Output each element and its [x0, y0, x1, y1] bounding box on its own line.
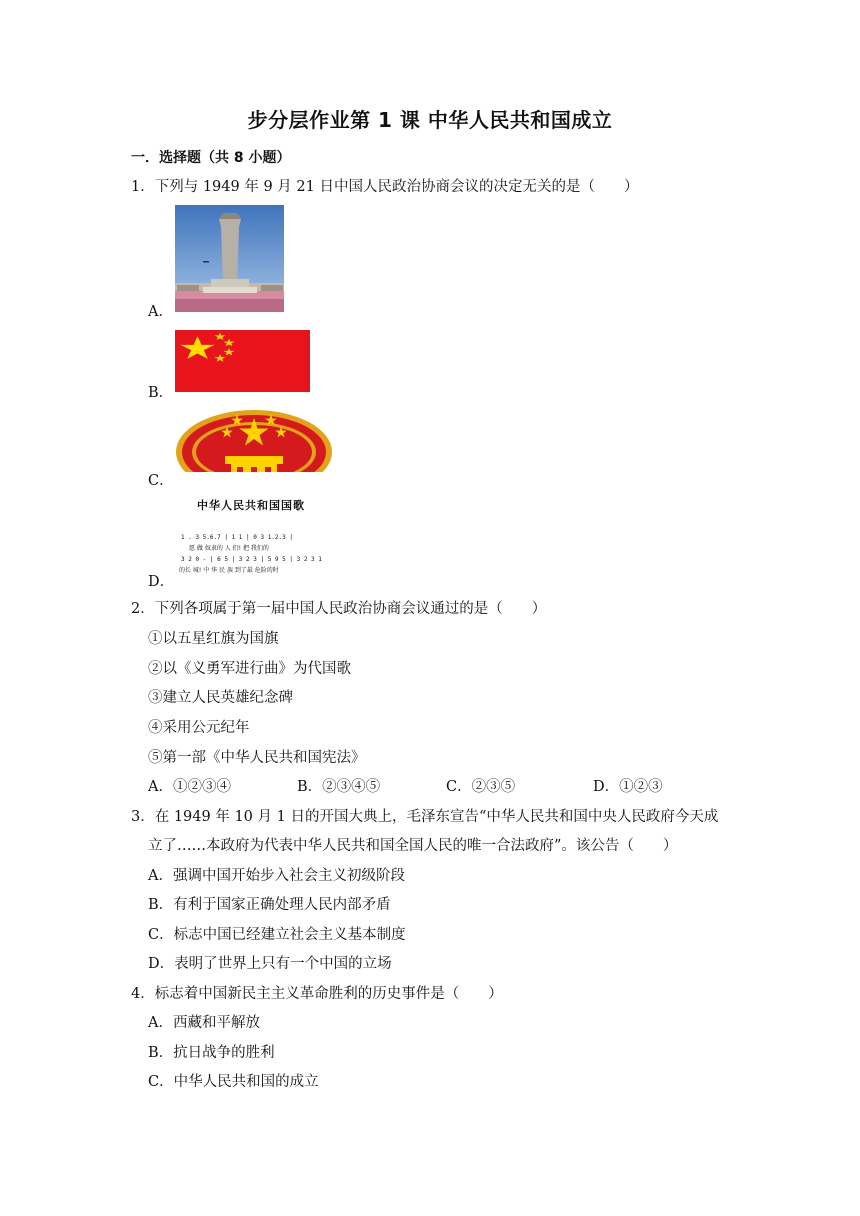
q4-option-a: A．西藏和平解放 — [148, 1015, 260, 1031]
q2-item-5: ⑤第一部《中华人民共和国宪法》 — [148, 750, 366, 766]
q2-option-b: B．②③④⑤ — [297, 779, 381, 795]
section-heading: 一．选择题（共 8 小题） — [131, 150, 291, 166]
anthem-lyrics-line-2: 的长 城! 中 华 民 族 到了最 危险的时 — [179, 567, 279, 574]
q2-item-3: ③建立人民英雄纪念碑 — [148, 690, 293, 706]
q1-option-d: D． — [148, 574, 175, 590]
q1-option-a: A． — [148, 304, 173, 320]
question-2-stem: 2．下列各项属于第一届中国人民政治协商会议通过的是（ ） — [131, 601, 547, 617]
q2-item-2: ②以《义勇军进行曲》为代国歌 — [148, 661, 351, 677]
anthem-score-image — [175, 492, 360, 578]
q3-option-a: A．强调中国开始步入社会主义初级阶段 — [148, 868, 405, 884]
q2-option-c: C．②③⑤ — [446, 779, 516, 795]
q1-option-b: B． — [148, 385, 174, 401]
national-flag-image — [175, 330, 310, 392]
q2-option-a: A．①②③④ — [148, 779, 231, 795]
question-3-stem-line-2: 立了……本政府为代表中华人民共和国全国人民的唯一合法政府”。该公告（ ） — [148, 838, 678, 854]
national-emblem-image — [175, 410, 333, 482]
anthem-notes-line-1: 1 . 3 5.6.7 | 1 1 | 0 3 1.2.3 | — [181, 534, 293, 541]
page-title: 步分层作业第 1 课 中华人民共和国成立 — [247, 108, 613, 132]
q2-item-1: ①以五星红旗为国旗 — [148, 631, 279, 647]
question-3-stem-line-1: 3．在 1949 年 10 月 1 日的开国大典上，毛泽东宣告“中华人民共和国中央人民政府今天成 — [131, 809, 719, 825]
q2-option-d: D．①②③ — [593, 779, 663, 795]
q3-option-b: B．有利于国家正确处理人民内部矛盾 — [148, 897, 391, 913]
anthem-notes-line-2: 3 2 0 - | 6 5 | 3 2 3 | 5 9 5 | 3 2 3 1 — [181, 556, 322, 563]
q2-item-4: ④采用公元纪年 — [148, 720, 250, 736]
q1-option-c: C． — [148, 473, 174, 489]
anthem-title: 中华人民共和国国歌 — [197, 499, 305, 512]
anthem-lyrics-line-1: 愿 做 奴隶的 人 们! 把 我们的 — [189, 545, 269, 552]
question-4-stem: 4．标志着中国新民主主义革命胜利的历史事件是（ ） — [131, 986, 503, 1002]
q3-option-c: C．标志中国已经建立社会主义基本制度 — [148, 927, 406, 943]
q3-option-d: D．表明了世界上只有一个中国的立场 — [148, 956, 392, 972]
q4-option-c: C．中华人民共和国的成立 — [148, 1074, 319, 1090]
question-1-stem: 1．下列与 1949 年 9 月 21 日中国人民政治协商会议的决定无关的是（ ） — [131, 179, 639, 195]
monument-photo — [175, 205, 284, 312]
q4-option-b: B．抗日战争的胜利 — [148, 1045, 275, 1061]
